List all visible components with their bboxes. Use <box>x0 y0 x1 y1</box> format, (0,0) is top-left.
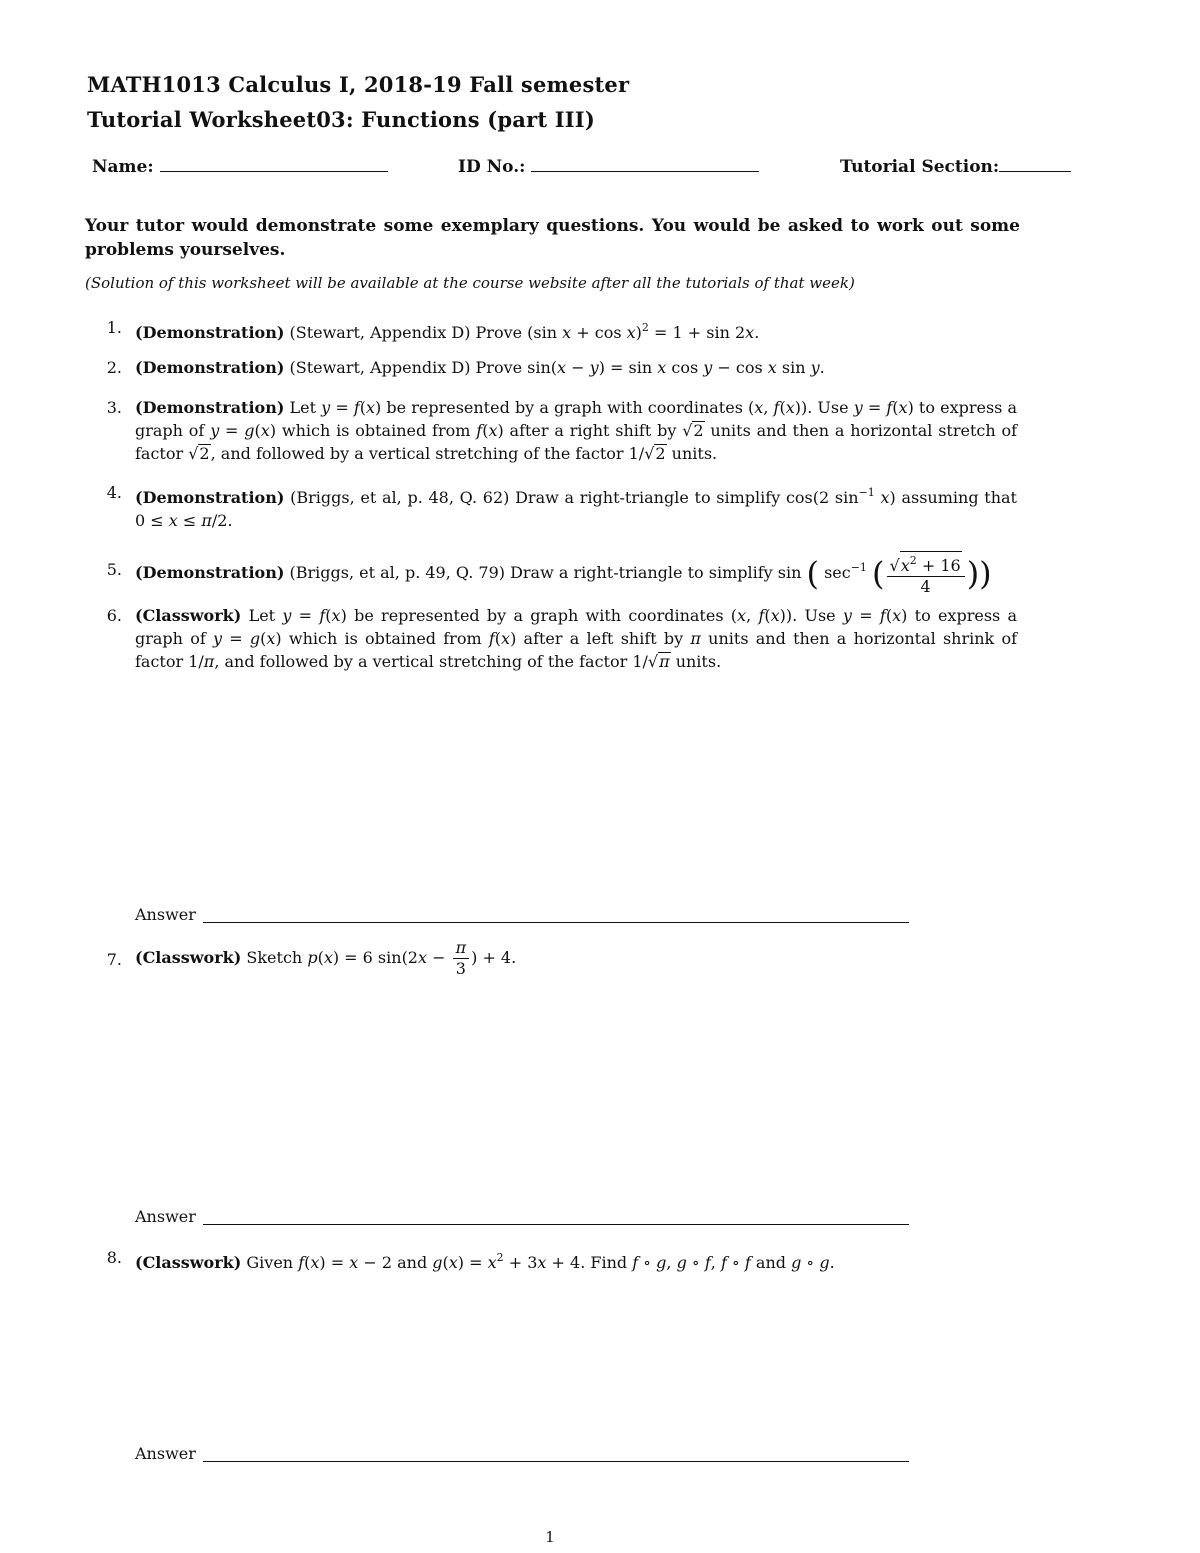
answer-line-q7[interactable] <box>203 1208 909 1225</box>
question-number: 4. <box>106 483 122 502</box>
section-blank[interactable] <box>999 171 1071 172</box>
question-formula: cos(2 $\sin^{-1} x$) assuming that 0 ≤ x ≤ π/2. <box>135 486 1017 530</box>
id-field[interactable] <box>458 157 759 177</box>
name-field[interactable] <box>92 157 388 177</box>
question-tag: (Demonstration) <box>135 358 285 377</box>
id-blank[interactable] <box>531 171 759 172</box>
section-label: Tutorial Section: <box>840 157 1000 177</box>
question-number: 2. <box>106 358 122 377</box>
question-formula: (sin x + cos x)$^2$ = 1 + sin 2x. <box>527 321 760 342</box>
question-text: Sketch <box>246 948 303 967</box>
answer-line-q6[interactable] <box>203 906 909 923</box>
name-label: Name: <box>92 157 154 177</box>
answer-label: Answer <box>135 1207 196 1226</box>
question-tag: (Demonstration) <box>135 563 285 582</box>
question-tag: (Demonstration) <box>135 323 285 342</box>
question-formula: sin(x − y) = sin x cos y − cos x sin y. <box>527 358 825 377</box>
question-number: 3. <box>106 398 122 417</box>
question-number: 7. <box>106 950 122 969</box>
page-number: 1 <box>545 1528 555 1546</box>
question-tag: (Classwork) <box>135 606 242 625</box>
answer-label: Answer <box>135 905 196 924</box>
question-text: (Stewart, Appendix D) Prove <box>289 358 523 377</box>
question-text: (Demonstration) Let y = f(x) be represented by a graph with coordinates (x, f(x)). Use y = f(x) to express a graph of y = g(x) which is obtained from f(x) after a right shift by √2 units and then a horizontal stretch of factor √2, and followed by a vertical stretching of the factor 1/√2 units. <box>135 398 1018 463</box>
section-field[interactable] <box>840 157 1071 177</box>
question-text: (Classwork) Given f(x) = x − 2 and $g(x) = x^2 + 3x + 4$. Find f ∘ g, g ∘ f, f ∘ f and g ∘ g. <box>135 1251 835 1272</box>
question-tag: (Classwork) <box>135 1253 242 1272</box>
id-label: ID No.: <box>458 157 526 177</box>
solution-note: (Solution of this worksheet will be available at the course website after all the tutorials of that week) <box>85 274 855 292</box>
question-number: 8. <box>106 1248 122 1267</box>
question-text: (Briggs, et al, p. 48, Q. 62) Draw a right-triangle to simplify <box>290 488 781 507</box>
answer-line-q8[interactable] <box>203 1445 909 1462</box>
question-text: (Classwork) Let y = f(x) be represented by a graph with coordinates (x, f(x)). Use y = f(x) to express a graph of y = g(x) which is obtained from f(x) after a left shift by π units and then a horizontal shrink of factor 1/π, and followed by a vertical stretching of the factor 1/√π units. <box>135 606 1018 671</box>
question-text: (Stewart, Appendix D) Prove <box>289 323 523 342</box>
course-title: MATH1013 Calculus I, 2018-19 Fall semester <box>87 72 630 97</box>
question-number: 5. <box>106 560 122 579</box>
worksheet-title: Tutorial Worksheet03: Functions (part III) <box>87 107 595 132</box>
question-text: (Briggs, et al, p. 49, Q. 79) Draw a right-triangle to simplify <box>289 563 773 582</box>
question-tag: (Demonstration) <box>135 488 285 507</box>
question-number: 6. <box>106 606 122 625</box>
name-blank[interactable] <box>160 171 388 172</box>
intro-text: Your tutor would demonstrate some exemplary questions. You would be asked to work out some problems yourselves. <box>85 216 1020 260</box>
question-tag: (Classwork) <box>135 948 242 967</box>
answer-label: Answer <box>135 1444 196 1463</box>
question-formula: sin ( $\sec^{-1}$ ( $\frac{√x^2 + 16}{4}$ )) <box>778 563 992 582</box>
question-formula: p(x) = 6 sin(2x − $\frac{\pi}{3}$ ) + 4. <box>307 938 517 978</box>
question-tag: (Demonstration) <box>135 398 285 417</box>
question-number: 1. <box>106 318 122 337</box>
